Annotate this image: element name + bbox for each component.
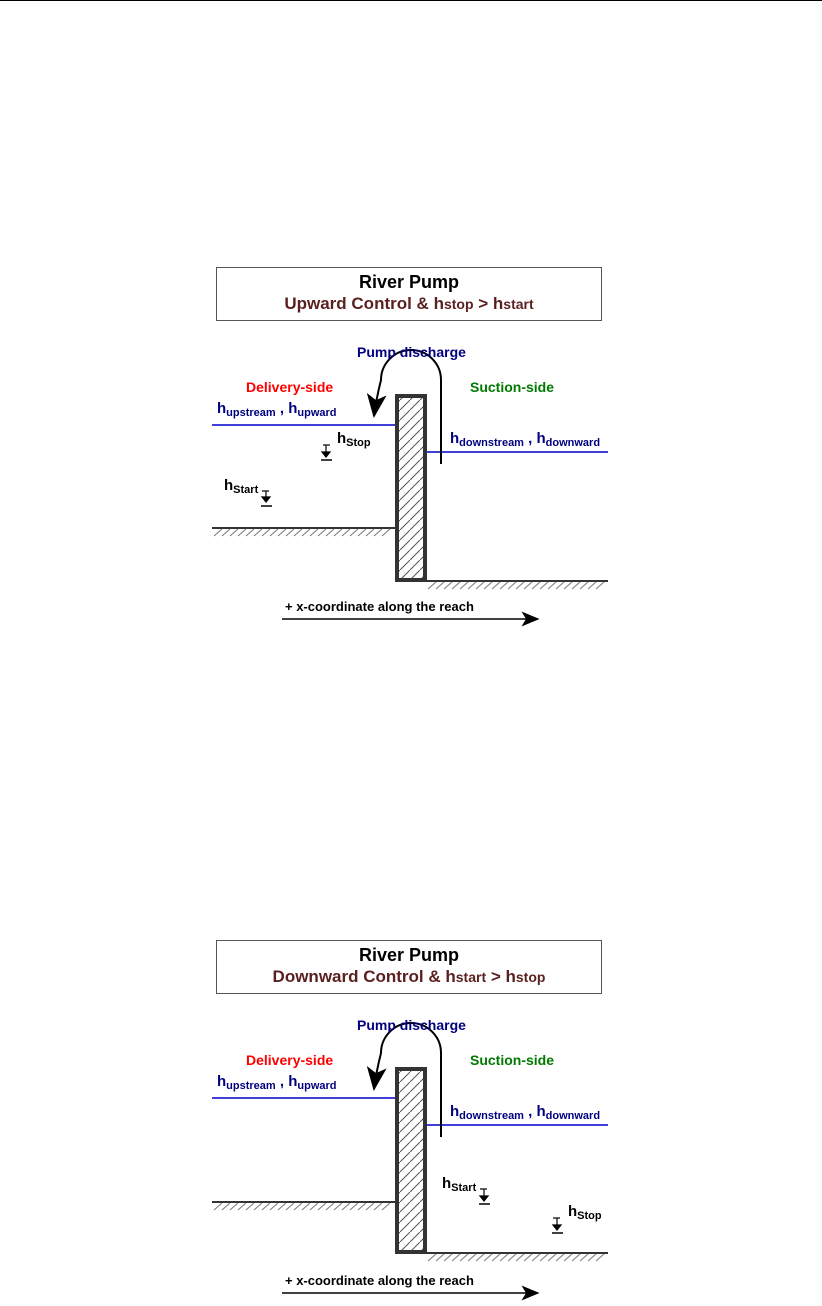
left-bed-hatching	[214, 1203, 390, 1210]
pump-discharge-label: Pump discharge	[357, 344, 466, 360]
start-level-marker	[261, 491, 272, 506]
stop-level-marker	[552, 1218, 563, 1233]
start-level-label: $h_{Start}$	[442, 1175, 477, 1194]
upstream-level-label: $h_{upstream}$ , $h_{upward}$	[217, 400, 337, 419]
delivery-side-label: Delivery-side	[246, 1052, 334, 1068]
diagram-upward-control	[0, 260, 822, 630]
delivery-side-label: Delivery-side	[246, 379, 334, 395]
page-top-rule	[0, 0, 822, 1]
pump-wall	[397, 396, 425, 580]
title-box	[216, 267, 602, 321]
downstream-level-label: $h_{downstream}$ , $h_{downward}$	[450, 430, 601, 449]
stop-level-marker	[321, 445, 332, 460]
title-box	[216, 940, 602, 994]
downstream-level-label: $h_{downstream}$ , $h_{downward}$	[450, 1103, 601, 1122]
title: River Pump	[358, 272, 460, 292]
stop-level-label: $h_{Stop}$	[568, 1203, 602, 1222]
upstream-level-label: $h_{upstream}$ , $h_{upward}$	[217, 1073, 337, 1092]
diagram-downward-control	[0, 932, 822, 1302]
right-bed-hatching	[428, 582, 604, 589]
title: River Pump	[358, 945, 460, 965]
start-level-label: $h_{Start}$	[224, 477, 259, 496]
x-axis-label: + x-coordinate along the reach	[285, 599, 474, 614]
suction-side-label: Suction-side	[470, 379, 555, 395]
control-condition: Downward Control & hstart > hstop	[272, 967, 546, 986]
suction-side-label: Suction-side	[470, 1052, 555, 1068]
control-condition: Upward Control & hstop > hstart	[284, 294, 534, 313]
pump-discharge-label: Pump discharge	[357, 1017, 466, 1033]
pump-wall	[397, 1069, 425, 1252]
right-bed-hatching	[428, 1254, 604, 1261]
left-bed-hatching	[214, 529, 390, 536]
start-level-marker	[479, 1189, 490, 1204]
stop-level-label: $h_{Stop}$	[337, 430, 371, 449]
x-axis-label: + x-coordinate along the reach	[285, 1273, 474, 1288]
